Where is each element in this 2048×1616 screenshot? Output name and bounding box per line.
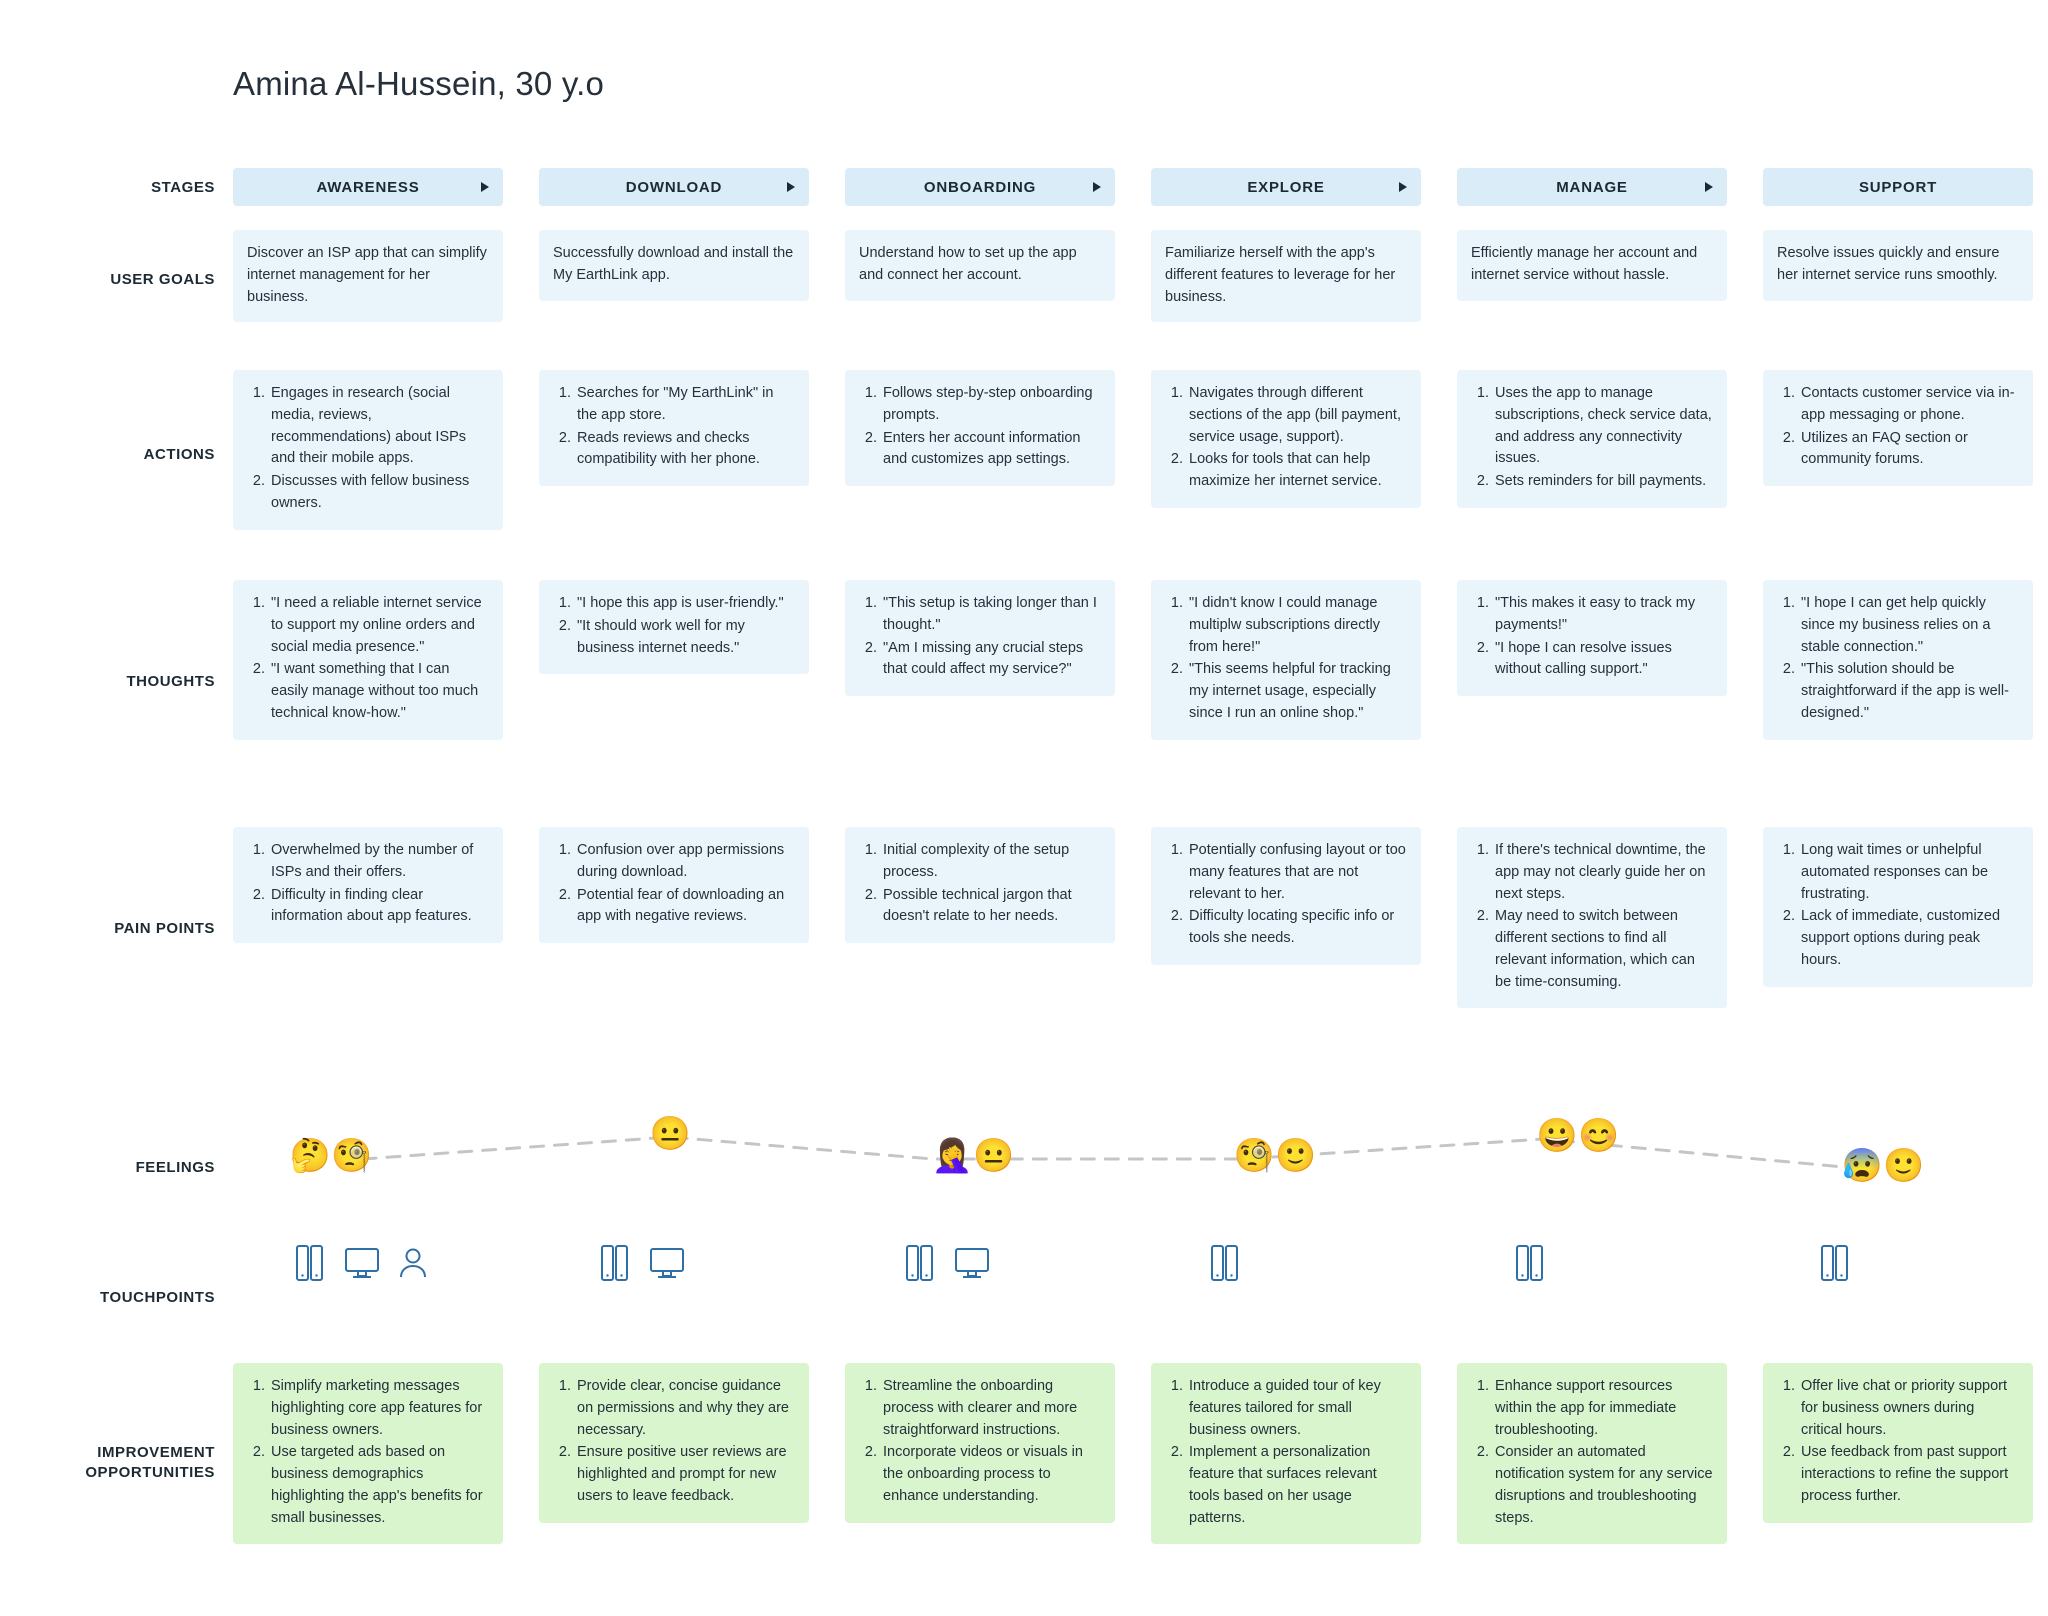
touchpoint-cell-onboarding — [843, 1243, 1148, 1283]
actions-cells — [233, 370, 2048, 530]
improvement-list — [859, 1376, 1101, 1508]
emoji-icon: 🧐🙂 — [1233, 1136, 1317, 1174]
list-item: 1. "I didn't know I could manage multiplw subscriptions directly from here!" — [1187, 593, 1407, 658]
desktop-icon — [953, 1243, 991, 1283]
stage-label: SUPPORT — [1858, 178, 1938, 196]
desktop-icon — [343, 1243, 381, 1283]
pain-points-block — [233, 827, 503, 943]
row-feelings — [0, 1093, 2048, 1243]
triangle-right-icon — [481, 182, 489, 192]
feelings-trend-line — [233, 1093, 2048, 1243]
actions-block — [1151, 370, 1421, 508]
list-item: 2. Implement a personalization feature that surfaces relevant tools based on her usage patterns. — [1187, 1442, 1407, 1529]
improvement-cell — [1151, 1363, 1456, 1544]
list-item: 1. "I hope I can get help quickly since my business relies on a stable connection." — [1799, 593, 2019, 658]
improvement-list — [1777, 1376, 2019, 1508]
thoughts-block — [1151, 580, 1421, 740]
user-goal-block — [539, 230, 809, 301]
list-item: 2. Difficulty in finding clear information about app features. — [269, 885, 489, 929]
user-goal-cell — [1457, 230, 1762, 322]
list-item: 1. Follows step-by-step onboarding prompts. — [881, 383, 1101, 427]
improvement-list — [247, 1376, 489, 1529]
list-item: 2. "I want something that I can easily manage without too much technical know-how." — [269, 659, 489, 724]
stage-header-explore[interactable] — [1151, 168, 1421, 206]
triangle-right-icon — [1705, 182, 1713, 192]
emoji-icon: 😰🙂 — [1841, 1146, 1925, 1184]
thoughts-cell — [1457, 580, 1762, 740]
emoji-icon: 😀😊 — [1536, 1116, 1620, 1154]
stage-cell — [1763, 168, 2048, 206]
actions-list — [247, 383, 489, 515]
list-item: 2. Difficulty locating specific info or tools she needs. — [1187, 906, 1407, 950]
list-item: 2. Discusses with fellow business owners. — [269, 471, 489, 515]
list-item: 1. Provide clear, concise guidance on permissions and why they are necessary. — [575, 1376, 795, 1441]
list-item: 2. Sets reminders for bill payments. — [1493, 471, 1713, 493]
triangle-right-icon — [787, 182, 795, 192]
thoughts-cell — [1763, 580, 2048, 740]
person-icon — [397, 1243, 429, 1283]
list-item: 2. Looks for tools that can help maximize her internet service. — [1187, 449, 1407, 493]
mobile-icon — [903, 1243, 937, 1283]
stage-label: DOWNLOAD — [625, 178, 723, 196]
list-item: 1. "This setup is taking longer than I thought." — [881, 593, 1101, 637]
actions-cell — [539, 370, 844, 530]
emoji-icon: 😐 — [649, 1114, 691, 1152]
list-item: 2. Use targeted ads based on business demographics highlighting the app's benefits for small businesses. — [269, 1442, 489, 1529]
list-item: 2. Possible technical jargon that doesn't relate to her needs. — [881, 885, 1101, 929]
mobile-icon — [1818, 1243, 1852, 1283]
actions-list — [1777, 383, 2019, 471]
touchpoint-cell-manage — [1453, 1243, 1758, 1283]
list-item: 1. If there's technical downtime, the app may not clearly guide her on next steps. — [1493, 840, 1713, 905]
triangle-right-icon — [1093, 182, 1101, 192]
user-goal-block — [845, 230, 1115, 301]
pain-points-block — [1763, 827, 2033, 987]
thoughts-block — [1457, 580, 1727, 696]
stage-label: ONBOARDING — [923, 178, 1037, 196]
triangle-right-icon — [1399, 182, 1407, 192]
list-item: 2. Enters her account information and customizes app settings. — [881, 428, 1101, 472]
list-item: 1. Searches for "My EarthLink" in the app store. — [575, 383, 795, 427]
list-item: 1. Long wait times or unhelpful automated responses can be frustrating. — [1799, 840, 2019, 905]
row-label-touchpoints: TOUCHPOINTS — [100, 1288, 215, 1306]
pain-points-cell — [233, 827, 538, 1008]
row-label-pain-points: PAIN POINTS — [114, 920, 215, 938]
feelings-emoji-manage — [1536, 1116, 1620, 1154]
actions-block — [845, 370, 1115, 486]
improvement-list — [1471, 1376, 1713, 1529]
thoughts-block — [1763, 580, 2033, 740]
thoughts-cells — [233, 580, 2048, 740]
user-goal-text: Efficiently manage her account and internet service without hassle. — [1471, 245, 1698, 283]
thoughts-block — [539, 580, 809, 674]
improvement-cell — [539, 1363, 844, 1544]
improvement-cell — [845, 1363, 1150, 1544]
list-item: 1. "This makes it easy to track my payments!" — [1493, 593, 1713, 637]
touchpoint-cell-awareness — [233, 1243, 538, 1283]
actions-cell — [233, 370, 538, 530]
touchpoint-cell-explore — [1148, 1243, 1453, 1283]
actions-list — [859, 383, 1101, 471]
user-goal-cell — [1763, 230, 2048, 322]
stage-cell — [539, 168, 844, 206]
user-goal-block — [1763, 230, 2033, 301]
list-item: 2. Potential fear of downloading an app with negative reviews. — [575, 885, 795, 929]
list-item: 1. Introduce a guided tour of key features tailored for small business owners. — [1187, 1376, 1407, 1441]
list-item: 2. "Am I missing any crucial steps that could affect my service?" — [881, 638, 1101, 682]
row-label-actions: ACTIONS — [143, 445, 215, 463]
stage-cell — [1151, 168, 1456, 206]
actions-block — [1457, 370, 1727, 508]
improvement-block — [845, 1363, 1115, 1523]
thoughts-cell — [539, 580, 844, 740]
list-item: 1. Engages in research (social media, reviews, recommendations) about ISPs and their mobile apps. — [269, 383, 489, 470]
list-item: 1. "I need a reliable internet service to support my online orders and social media presence." — [269, 593, 489, 658]
list-item: 1. Confusion over app permissions during download. — [575, 840, 795, 884]
actions-block — [233, 370, 503, 530]
user-goal-text: Discover an ISP app that can simplify internet management for her business. — [247, 245, 487, 305]
improvement-list — [553, 1376, 795, 1508]
thoughts-cell — [845, 580, 1150, 740]
mobile-icon — [598, 1243, 632, 1283]
touchpoints-cells — [233, 1243, 2048, 1283]
list-item: 2. Ensure positive user reviews are highlighted and prompt for new users to leave feedback. — [575, 1442, 795, 1507]
pain-points-list — [247, 840, 489, 928]
stage-label: MANAGE — [1556, 178, 1628, 196]
improvement-block — [1151, 1363, 1421, 1544]
page-title: Amina Al-Hussein, 30 y.o — [233, 65, 605, 102]
list-item: 2. "I hope I can resolve issues without calling support." — [1493, 638, 1713, 682]
stage-header-support[interactable] — [1763, 168, 2033, 206]
improvement-block — [539, 1363, 809, 1523]
journey-map-grid — [0, 168, 2048, 1593]
pain-points-block — [539, 827, 809, 943]
stage-header-download[interactable] — [539, 168, 809, 206]
list-item: 1. Initial complexity of the setup process. — [881, 840, 1101, 884]
improvement-list — [1165, 1376, 1407, 1529]
list-item: 2. "It should work well for my business internet needs." — [575, 616, 795, 660]
feelings-track — [233, 1093, 2048, 1243]
actions-block — [1763, 370, 2033, 486]
user-goal-text: Successfully download and install the My EarthLink app. — [553, 245, 794, 283]
pain-points-list — [1165, 840, 1407, 950]
stage-header-onboarding[interactable] — [845, 168, 1115, 206]
list-item: 1. "I hope this app is user-friendly." — [575, 593, 795, 615]
list-item: 2. Reads reviews and checks compatibility with her phone. — [575, 428, 795, 472]
list-item: 2. Consider an automated notification system for any service disruptions and troubleshooting steps. — [1493, 1442, 1713, 1529]
user-goal-text: Familiarize herself with the app's different features to leverage for her business. — [1165, 245, 1396, 305]
pain-points-cell — [1151, 827, 1456, 1008]
user-goal-cell — [233, 230, 538, 322]
list-item: 2. Lack of immediate, customized support options during peak hours. — [1799, 906, 2019, 971]
pain-points-block — [1151, 827, 1421, 965]
list-item: 1. Enhance support resources within the app for immediate troubleshooting. — [1493, 1376, 1713, 1441]
list-item: 1. Overwhelmed by the number of ISPs and their offers. — [269, 840, 489, 884]
thoughts-list — [247, 593, 489, 725]
improvement-block — [1457, 1363, 1727, 1544]
row-user-goals — [0, 230, 2048, 348]
user-goal-text: Understand how to set up the app and connect her account. — [859, 245, 1077, 283]
thoughts-list — [1471, 593, 1713, 681]
row-label-improvement: IMPROVEMENT OPPORTUNITIES — [85, 1443, 215, 1481]
list-item: 1. Simplify marketing messages highlighting core app features for business owners. — [269, 1376, 489, 1441]
row-stages — [0, 168, 2048, 206]
row-label-feelings: FEELINGS — [135, 1158, 215, 1176]
list-item: 2. "This seems helpful for tracking my internet usage, especially since I run an online shop." — [1187, 659, 1407, 724]
thoughts-list — [553, 593, 795, 659]
thoughts-list — [1165, 593, 1407, 725]
user-goal-cell — [845, 230, 1150, 322]
row-pain-points — [0, 827, 2048, 1057]
stage-header-awareness[interactable] — [233, 168, 503, 206]
list-item: 2. "This solution should be straightforward if the app is well-designed." — [1799, 659, 2019, 724]
list-item: 1. Potentially confusing layout or too many features that are not relevant to her. — [1187, 840, 1407, 905]
stage-cell — [233, 168, 538, 206]
improvement-block — [233, 1363, 503, 1544]
stage-header-manage[interactable] — [1457, 168, 1727, 206]
stage-cell — [845, 168, 1150, 206]
desktop-icon — [648, 1243, 686, 1283]
touchpoint-cell-support — [1758, 1243, 2048, 1283]
improvement-cell — [1457, 1363, 1762, 1544]
row-label-thoughts: THOUGHTS — [126, 673, 215, 691]
thoughts-block — [233, 580, 503, 740]
feelings-emoji-support — [1841, 1146, 1925, 1184]
pain-points-list — [553, 840, 795, 928]
user-goal-text: Resolve issues quickly and ensure her internet service runs smoothly. — [1777, 245, 2000, 283]
list-item: 2. May need to switch between different sections to find all relevant information, which can be time-consuming. — [1493, 906, 1713, 993]
list-item: 1. Streamline the onboarding process with clearer and more straightforward instructions. — [881, 1376, 1101, 1441]
list-item: 1. Contacts customer service via in-app messaging or phone. — [1799, 383, 2019, 427]
thoughts-list — [859, 593, 1101, 681]
touchpoint-cell-download — [538, 1243, 843, 1283]
actions-cell — [845, 370, 1150, 530]
stage-headers — [233, 168, 2048, 206]
stage-cell — [1457, 168, 1762, 206]
actions-cell — [1763, 370, 2048, 530]
mobile-icon — [1208, 1243, 1242, 1283]
pain-points-cell — [1763, 827, 2048, 1008]
pain-points-cell — [845, 827, 1150, 1008]
thoughts-cell — [1151, 580, 1456, 740]
row-touchpoints — [0, 1243, 2048, 1363]
list-item: 2. Use feedback from past support interactions to refine the support process further. — [1799, 1442, 2019, 1507]
user-goal-cell — [539, 230, 844, 322]
pain-points-list — [1777, 840, 2019, 972]
user-goal-block — [1457, 230, 1727, 301]
thoughts-cell — [233, 580, 538, 740]
actions-list — [1471, 383, 1713, 493]
actions-list — [1165, 383, 1407, 493]
feelings-emoji-awareness — [289, 1136, 373, 1174]
row-label-user-goals: USER GOALS — [110, 270, 215, 288]
stage-label: EXPLORE — [1247, 178, 1325, 196]
feelings-emoji-onboarding — [931, 1136, 1015, 1174]
improvement-cell — [233, 1363, 538, 1544]
mobile-icon — [293, 1243, 327, 1283]
row-thoughts — [0, 580, 2048, 805]
user-goal-block — [1151, 230, 1421, 322]
list-item: 1. Uses the app to manage subscriptions, check service data, and address any connectivity issues. — [1493, 383, 1713, 470]
pain-points-block — [1457, 827, 1727, 1008]
mobile-icon — [1513, 1243, 1547, 1283]
list-item: 2. Utilizes an FAQ section or community forums. — [1799, 428, 2019, 472]
user-goal-cell — [1151, 230, 1456, 322]
improvement-cells — [233, 1363, 2048, 1544]
improvement-cell — [1763, 1363, 2048, 1544]
improvement-block — [1763, 1363, 2033, 1523]
actions-block — [539, 370, 809, 486]
row-label-stages: STAGES — [151, 179, 215, 196]
pain-points-cell — [1457, 827, 1762, 1008]
feelings-emoji-explore — [1233, 1136, 1317, 1174]
thoughts-list — [1777, 593, 2019, 725]
stage-label: AWARENESS — [316, 178, 420, 196]
user-goal-block — [233, 230, 503, 322]
actions-cell — [1151, 370, 1456, 530]
actions-cell — [1457, 370, 1762, 530]
row-improvement-opportunities — [0, 1363, 2048, 1593]
pain-points-cells — [233, 827, 2048, 1008]
row-actions — [0, 370, 2048, 558]
pain-points-cell — [539, 827, 844, 1008]
pain-points-list — [859, 840, 1101, 928]
thoughts-block — [845, 580, 1115, 696]
list-item: 2. Incorporate videos or visuals in the onboarding process to enhance understanding. — [881, 1442, 1101, 1507]
pain-points-block — [845, 827, 1115, 943]
actions-list — [553, 383, 795, 471]
list-item: 1. Offer live chat or priority support for business owners during critical hours. — [1799, 1376, 2019, 1441]
emoji-icon: 🤦‍♀️😐 — [931, 1136, 1015, 1174]
feelings-emoji-download — [649, 1114, 691, 1152]
user-goals-cells — [233, 230, 2048, 322]
emoji-icon: 🤔🧐 — [289, 1136, 373, 1174]
pain-points-list — [1471, 840, 1713, 993]
list-item: 1. Navigates through different sections of the app (bill payment, service usage, support). — [1187, 383, 1407, 448]
